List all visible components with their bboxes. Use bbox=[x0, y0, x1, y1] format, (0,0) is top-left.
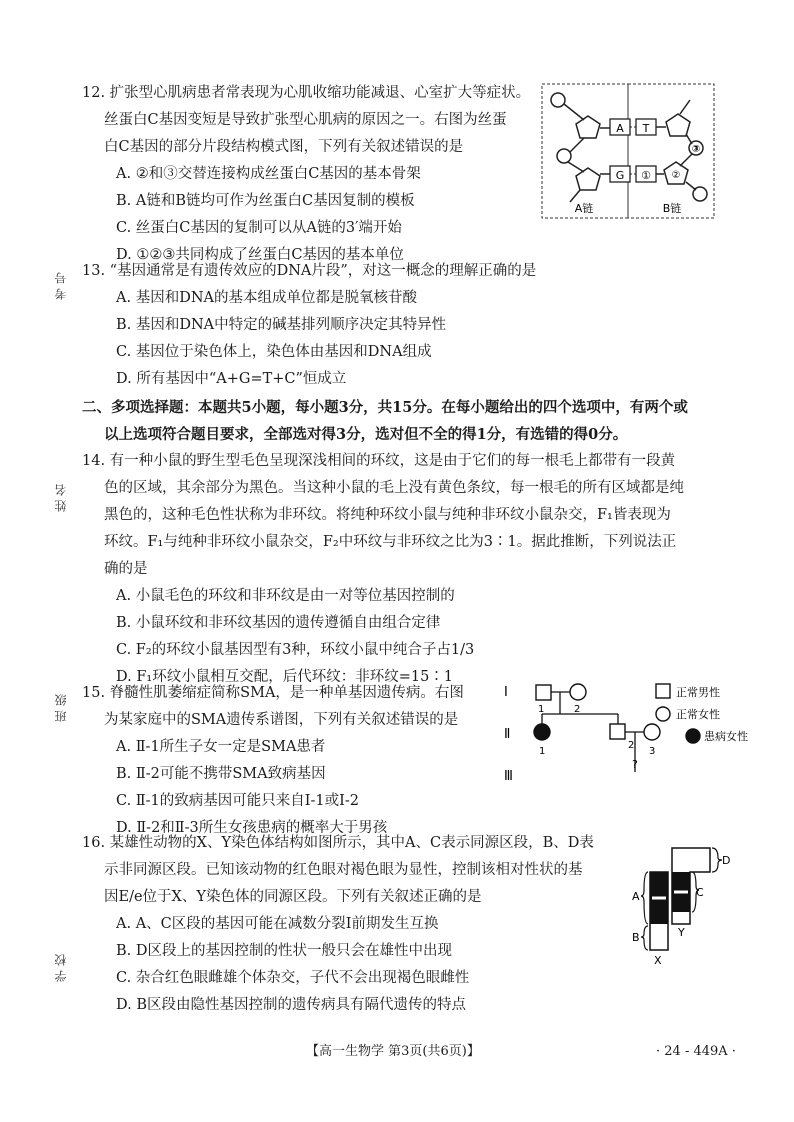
option-a: A. 小鼠毛色的环纹和非环纹是由一对等位基因控制的 bbox=[116, 588, 455, 604]
base-a-label: A bbox=[616, 122, 624, 135]
question-stem-line: 白C基因的部分片段结构模式图，下列有关叙述错误的是 bbox=[104, 139, 464, 155]
number-1-label: ① bbox=[641, 169, 651, 182]
number-3-label: ③ bbox=[691, 144, 701, 155]
legend-male-icon bbox=[656, 684, 670, 698]
question-14 bbox=[82, 448, 684, 691]
question-stem-line: 因E/e位于X、Y染色体的同源区段。下列有关叙述正确的是 bbox=[104, 889, 482, 905]
footer-page-info: 【高一生物学 第3页(共6页)】 bbox=[306, 1044, 480, 1059]
generation-3-label: Ⅲ bbox=[504, 769, 513, 784]
question-stem-line: 14. 有一种小鼠的野生型毛色呈现深浅相间的环纹，这是由于它们的每一根毛上都带有一段黄 bbox=[82, 453, 676, 469]
number-label: 2 bbox=[628, 740, 635, 751]
option-c: C. F₂的环纹小鼠基因型有3种，环纹小鼠中纯合子占1/3 bbox=[116, 642, 475, 658]
legend-female-label: 正常女性 bbox=[676, 708, 720, 721]
y-label: Y bbox=[678, 926, 685, 939]
side-label-exam-number: 考号 bbox=[54, 268, 68, 300]
question-stem-line: 示非同源区段。已知该动物的红色眼对褐色眼为显性，控制该相对性状的基 bbox=[104, 862, 583, 878]
question-stem-line: 16. 某雄性动物的X、Y染色体结构如图所示，其中A、C表示同源区段，B、D表 bbox=[82, 835, 594, 851]
option-c: C. 基因位于染色体上，染色体由基因和DNA组成 bbox=[116, 344, 432, 360]
side-label-class: 班级 bbox=[54, 690, 68, 722]
option-c: C. 丝蛋白C基因的复制可以从A链的3′端开始 bbox=[116, 220, 402, 236]
xy-chromosome-figure bbox=[632, 840, 732, 970]
question-16 bbox=[82, 830, 594, 1019]
option-b: B. Ⅱ-2可能不携带SMA致病基因 bbox=[116, 766, 326, 782]
generation-2-label: Ⅱ bbox=[504, 727, 511, 742]
option-b: B. A链和B链均可作为丝蛋白C基因复制的模板 bbox=[116, 193, 415, 209]
pedigree-chart bbox=[498, 680, 760, 792]
legend-female-icon bbox=[656, 707, 670, 721]
option-a: A. A、C区段的基因可能在减数分裂Ⅰ前期发生互换 bbox=[116, 916, 439, 932]
option-b: B. 小鼠环纹和非环纹基因的遗传遵循自由组合定律 bbox=[116, 615, 441, 631]
base-t-label: T bbox=[642, 122, 650, 135]
option-d: D. Ⅱ-2和Ⅱ-3所生女孩患病的概率大于男孩 bbox=[116, 820, 388, 836]
number-label: 2 bbox=[574, 704, 581, 715]
pedigree-male-i1 bbox=[536, 685, 551, 700]
question-stem-line: 为某家庭中的SMA遗传系谱图，下列有关叙述错误的是 bbox=[104, 712, 459, 728]
legend-affected-icon bbox=[686, 729, 700, 743]
option-c: C. Ⅱ-1的致病基因可能只来自Ⅰ-1或Ⅰ-2 bbox=[116, 793, 359, 809]
question-stem-line: 12. 扩张型心肌病患者常表现为心肌收缩功能减退、心室扩大等症状。 bbox=[82, 85, 531, 101]
region-c-label: C bbox=[696, 886, 704, 899]
pedigree-affected-female-ii1 bbox=[534, 724, 550, 740]
dna-structure-figure bbox=[540, 82, 720, 222]
side-label-school: 学校 bbox=[54, 950, 68, 982]
region-b-label: B bbox=[632, 931, 640, 944]
generation-1-label: Ⅰ bbox=[504, 685, 508, 700]
pedigree-female-ii3 bbox=[644, 724, 660, 740]
question-stem-line: 黑色的，这种毛色性状称为非环纹。将纯种环纹小鼠与纯种非环纹小鼠杂交，F₁皆表现为 bbox=[104, 507, 671, 523]
pedigree-male-ii2 bbox=[610, 724, 625, 739]
question-15 bbox=[82, 680, 464, 842]
number-label: 1 bbox=[539, 746, 546, 757]
option-d: D. 所有基因中“A+G=T+C”恒成立 bbox=[116, 371, 347, 387]
option-d: D. F₁环纹小鼠相互交配，后代环纹：非环纹=15∶1 bbox=[116, 669, 454, 685]
option-b: B. D区段上的基因控制的性状一般只会在雄性中出现 bbox=[116, 943, 452, 959]
question-stem-line: 环纹。F₁与纯种非环纹小鼠杂交，F₂中环纹与非环纹之比为3∶1。据此推断，下列说法正 bbox=[104, 534, 677, 550]
question-stem-line: 15. 脊髓性肌萎缩症简称SMA，是一种单基因遗传病。右图 bbox=[82, 685, 464, 701]
footer-code: · 24 - 449A · bbox=[656, 1044, 736, 1059]
question-12 bbox=[82, 80, 530, 269]
legend-male-label: 正常男性 bbox=[676, 686, 720, 699]
option-d: D. B区段由隐性基因控制的遗传病具有隔代遗传的特点 bbox=[116, 997, 466, 1013]
legend-affected-label: 患病女性 bbox=[704, 730, 748, 743]
question-stem-line: 确的是 bbox=[104, 561, 148, 577]
option-b: B. 基因和DNA中特定的碱基排列顺序决定其特异性 bbox=[116, 317, 447, 333]
region-d-label: D bbox=[722, 854, 731, 867]
question-stem-line: 13. “基因通常是有遗传效应的DNA片段”，对这一概念的理解正确的是 bbox=[82, 263, 537, 279]
question-13 bbox=[82, 258, 536, 393]
section-line: 二、多项选择题：本题共5小题，每小题3分，共15分。在每小题给出的四个选项中，有两个或 bbox=[82, 399, 688, 416]
chain-a-label: A链 bbox=[574, 202, 594, 215]
option-a: A. 基因和DNA的基本组成单位都是脱氧核苷酸 bbox=[116, 290, 417, 306]
option-d: D. ①②③共同构成了丝蛋白C基因的基本单位 bbox=[116, 247, 404, 263]
x-label: X bbox=[654, 954, 662, 967]
number-2-label: ② bbox=[671, 170, 681, 181]
unknown-child-mark: ? bbox=[632, 758, 638, 771]
number-label: 3 bbox=[649, 746, 656, 757]
question-stem-line: 色的区域，其余部分为黑色。当这种小鼠的毛上没有黄色条纹，每一根毛的所有区域都是纯 bbox=[104, 480, 684, 496]
region-a-label: A bbox=[632, 890, 640, 903]
option-c: C. 杂合红色眼雌雄个体杂交，子代不会出现褐色眼雌性 bbox=[116, 970, 470, 986]
side-label-name: 姓名 bbox=[54, 480, 68, 512]
chain-b-label: B链 bbox=[662, 202, 682, 215]
option-a: A. Ⅱ-1所生子女一定是SMA患者 bbox=[116, 739, 326, 755]
pedigree-female-i2 bbox=[570, 684, 586, 700]
section-2-header bbox=[82, 394, 688, 448]
base-g-label: G bbox=[615, 169, 625, 182]
option-a: A. ②和③交替连接构成丝蛋白C基因的基本骨架 bbox=[116, 166, 421, 182]
question-stem-line: 丝蛋白C基因变短是导致扩张型心肌病的原因之一。右图为丝蛋 bbox=[104, 112, 507, 128]
number-label: 1 bbox=[538, 704, 545, 715]
section-line: 以上选项符合题目要求，全部选对得3分，选对但不全的得1分，有选错的得0分。 bbox=[104, 426, 628, 443]
